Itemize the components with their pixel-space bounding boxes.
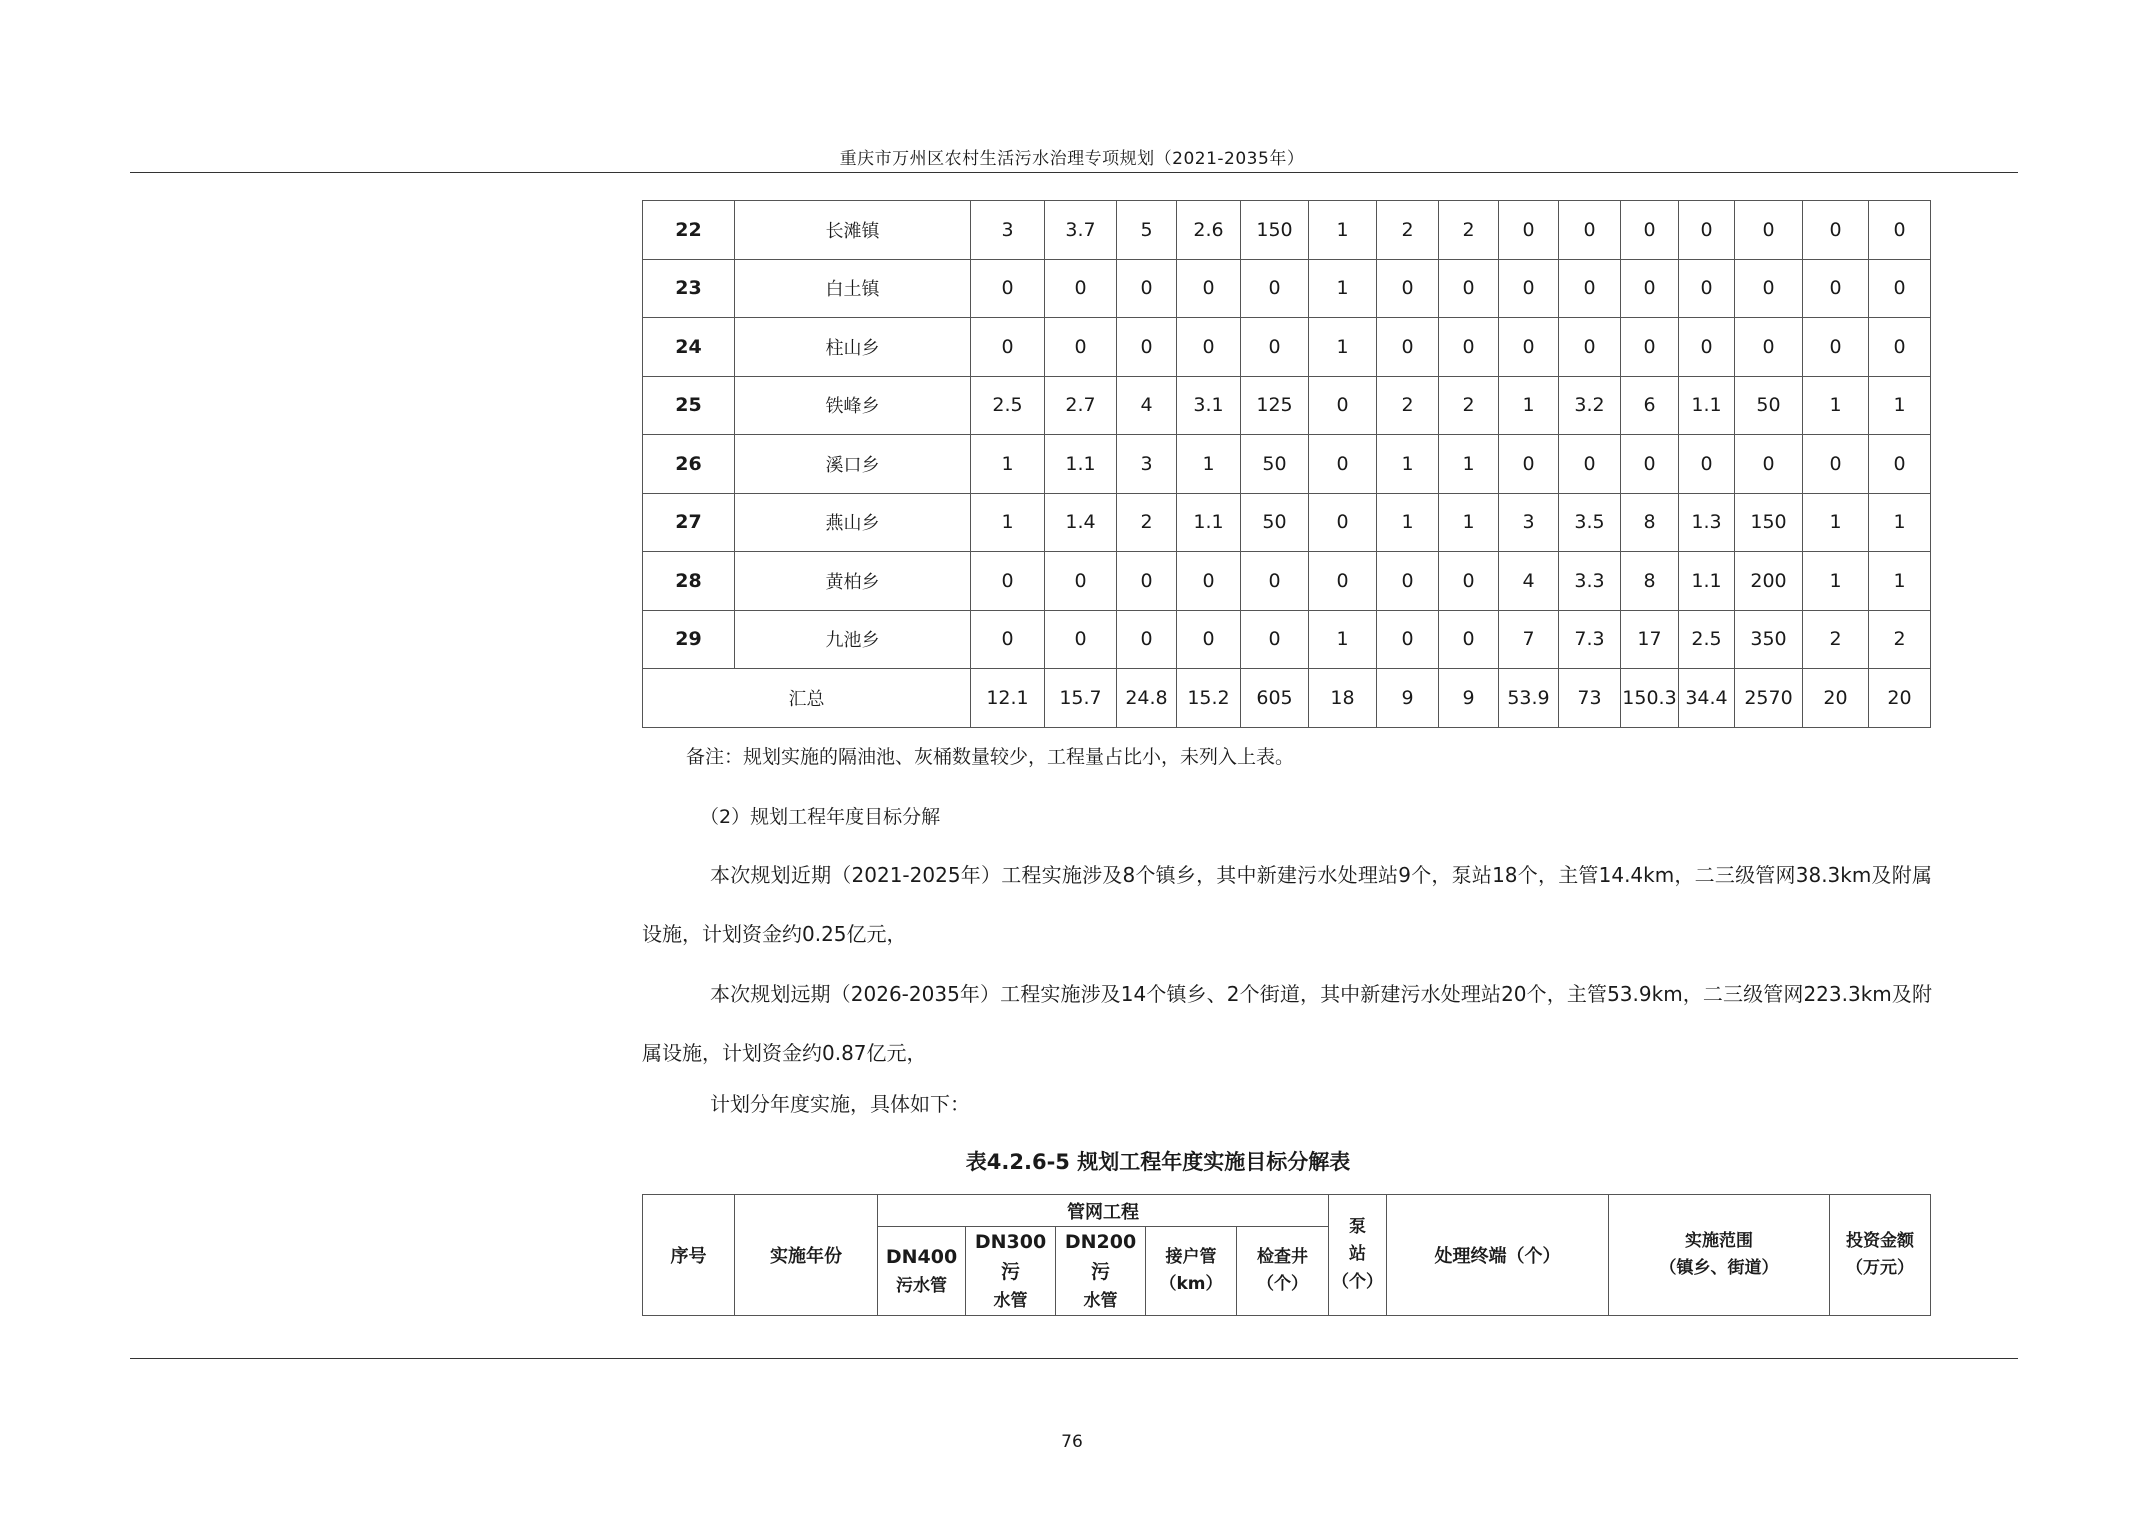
table-cell: 0 <box>1439 318 1499 377</box>
table-cell: 2 <box>1377 201 1439 260</box>
table-cell: 0 <box>1869 318 1931 377</box>
col-header-dn400 <box>878 1227 966 1316</box>
col-header-scope <box>1609 1195 1830 1316</box>
row-index: 29 <box>643 610 735 669</box>
table-cell: 0 <box>1117 318 1177 377</box>
table-cell: 0 <box>1803 201 1869 260</box>
table-cell: 2 <box>1377 376 1439 435</box>
paragraph-near-term: 本次规划近期（2021-2025年）工程实施涉及8个镇乡，其中新建污水处理站9个，泵站18个，主管14.4km，二三级管网38.3km及附属设施，计划资金约0.25亿元， <box>642 863 1932 946</box>
table-cell: 0 <box>1377 610 1439 669</box>
table-cell: 0 <box>1803 435 1869 494</box>
table-cell: 1 <box>1869 552 1931 611</box>
table-row <box>643 318 1931 377</box>
table-cell: 0 <box>1679 318 1735 377</box>
table-cell: 0 <box>1117 259 1177 318</box>
table-cell: 1 <box>1803 552 1869 611</box>
table-cell: 2 <box>1117 493 1177 552</box>
total-cell: 605 <box>1241 669 1309 728</box>
table-cell: 3.7 <box>1045 201 1117 260</box>
table-cell: 1 <box>1177 435 1241 494</box>
table-cell: 5 <box>1117 201 1177 260</box>
table-cell: 0 <box>1377 259 1439 318</box>
section-subheading: （2）规划工程年度目标分解 <box>700 806 941 828</box>
table-cell: 3 <box>971 201 1045 260</box>
table-cell: 1 <box>971 493 1045 552</box>
total-cell: 15.7 <box>1045 669 1117 728</box>
total-cell: 20 <box>1803 669 1869 728</box>
table-cell: 0 <box>1735 201 1803 260</box>
table-cell: 0 <box>1559 318 1621 377</box>
dn400-label: DN400 <box>885 1246 958 1269</box>
pump-label-2: 站 <box>1349 1244 1367 1265</box>
table-cell: 1 <box>1309 259 1377 318</box>
table-cell: 0 <box>1177 318 1241 377</box>
table-cell: 0 <box>1241 318 1309 377</box>
table-cell: 3.2 <box>1559 376 1621 435</box>
dn200-label: DN200污 <box>1064 1231 1137 1284</box>
total-cell: 2570 <box>1735 669 1803 728</box>
invest-label: 投资金额 <box>1846 1230 1915 1251</box>
table-cell: 0 <box>1241 259 1309 318</box>
table-cell: 0 <box>1377 552 1439 611</box>
table-cell: 4 <box>1117 376 1177 435</box>
table-cell: 0 <box>1559 259 1621 318</box>
total-row <box>643 669 1931 728</box>
paragraph-annual-plan: 计划分年度实施，具体如下： <box>710 1092 970 1116</box>
table-cell: 0 <box>1439 259 1499 318</box>
table-cell: 7.3 <box>1559 610 1621 669</box>
row-index: 23 <box>643 259 735 318</box>
table-cell: 0 <box>1559 435 1621 494</box>
row-town-name: 白土镇 <box>735 259 971 318</box>
table-cell: 2.7 <box>1045 376 1117 435</box>
table-cell: 1.1 <box>1679 552 1735 611</box>
table-cell: 8 <box>1621 552 1679 611</box>
table-row <box>643 610 1931 669</box>
table-cell: 0 <box>1499 259 1559 318</box>
table-cell: 1 <box>1309 201 1377 260</box>
table-cell: 3.1 <box>1177 376 1241 435</box>
scope-label: 实施范围 <box>1685 1230 1754 1251</box>
table-cell: 0 <box>1499 435 1559 494</box>
table-cell: 0 <box>1803 259 1869 318</box>
table-cell: 0 <box>1439 552 1499 611</box>
table-cell: 0 <box>1309 376 1377 435</box>
table-cell: 0 <box>1177 552 1241 611</box>
table-cell: 0 <box>1679 201 1735 260</box>
table-cell: 0 <box>1177 610 1241 669</box>
row-town-name: 燕山乡 <box>735 493 971 552</box>
table-cell: 0 <box>1117 552 1177 611</box>
table-cell: 125 <box>1241 376 1309 435</box>
table-cell: 3.5 <box>1559 493 1621 552</box>
row-town-name: 黄柏乡 <box>735 552 971 611</box>
table-cell: 0 <box>1499 201 1559 260</box>
page-header-title: 重庆市万州区农村生活污水治理专项规划（2021-2035年） <box>839 149 1305 169</box>
service-label: 接户管 <box>1165 1246 1217 1267</box>
scope-sub: （镇乡、街道） <box>1659 1257 1779 1278</box>
table-cell: 0 <box>1045 552 1117 611</box>
service-unit: （km） <box>1159 1273 1223 1294</box>
manhole-label: 检查井 <box>1257 1246 1309 1267</box>
table-cell: 2.5 <box>1679 610 1735 669</box>
total-cell: 15.2 <box>1177 669 1241 728</box>
table-cell: 1 <box>1377 493 1439 552</box>
data-table <box>642 200 1931 728</box>
table-cell: 0 <box>971 318 1045 377</box>
col-header-seq: 序号 <box>643 1195 735 1316</box>
col-header-terminal: 处理终端（个） <box>1387 1195 1609 1316</box>
table-cell: 0 <box>1735 318 1803 377</box>
row-index: 22 <box>643 201 735 260</box>
table-cell: 0 <box>1309 552 1377 611</box>
table-cell: 0 <box>1045 318 1117 377</box>
invest-unit: （万元） <box>1846 1257 1915 1278</box>
dn300-label: DN300污 <box>974 1231 1047 1284</box>
row-town-name: 铁峰乡 <box>735 376 971 435</box>
table-cell: 0 <box>1439 610 1499 669</box>
table-cell: 0 <box>1621 435 1679 494</box>
total-cell: 9 <box>1439 669 1499 728</box>
table-cell: 17 <box>1621 610 1679 669</box>
table-cell: 0 <box>1621 201 1679 260</box>
table-cell: 0 <box>1869 259 1931 318</box>
table-cell: 0 <box>1377 318 1439 377</box>
col-header-invest <box>1830 1195 1931 1316</box>
table-cell: 1 <box>1499 376 1559 435</box>
table-cell: 50 <box>1241 493 1309 552</box>
total-cell: 12.1 <box>971 669 1045 728</box>
table-cell: 0 <box>1869 435 1931 494</box>
table-note: 备注：规划实施的隔油池、灰桶数量较少，工程量占比小，未列入上表。 <box>686 746 1295 768</box>
table-cell: 8 <box>1621 493 1679 552</box>
table-row <box>643 376 1931 435</box>
pump-label-1: 泵 <box>1349 1217 1367 1238</box>
table-cell: 4 <box>1499 552 1559 611</box>
total-cell: 53.9 <box>1499 669 1559 728</box>
table-cell: 0 <box>1621 259 1679 318</box>
table-cell: 3.3 <box>1559 552 1621 611</box>
table-cell: 350 <box>1735 610 1803 669</box>
table-cell: 2 <box>1439 201 1499 260</box>
table-cell: 2 <box>1869 610 1931 669</box>
header-rule <box>130 172 2018 173</box>
row-town-name: 溪口乡 <box>735 435 971 494</box>
table-row <box>643 435 1931 494</box>
row-index: 27 <box>643 493 735 552</box>
col-header-pump <box>1329 1195 1387 1316</box>
table-cell: 2 <box>1439 376 1499 435</box>
table-cell: 0 <box>1735 435 1803 494</box>
table-cell: 0 <box>1241 610 1309 669</box>
row-index: 25 <box>643 376 735 435</box>
table-cell: 1.1 <box>1679 376 1735 435</box>
table-row <box>643 201 1931 260</box>
paragraph-long-term: 本次规划远期（2026-2035年）工程实施涉及14个镇乡、2个街道，其中新建污水处理站20个，主管53.9km，二三级管网223.3km及附属设施，计划资金约0.87亿元， <box>642 982 1932 1065</box>
pump-unit: （个） <box>1332 1271 1384 1292</box>
col-header-dn200 <box>1056 1227 1146 1316</box>
table-cell: 0 <box>1309 435 1377 494</box>
table-cell: 0 <box>1045 610 1117 669</box>
table-cell: 0 <box>1803 318 1869 377</box>
row-town-name: 柱山乡 <box>735 318 971 377</box>
table-cell: 1 <box>1309 318 1377 377</box>
page-number: 76 <box>1061 1432 1083 1452</box>
table-cell: 1 <box>1309 610 1377 669</box>
table-cell: 3 <box>1117 435 1177 494</box>
col-header-service <box>1146 1227 1237 1316</box>
table-cell: 0 <box>1559 201 1621 260</box>
table-cell: 2.6 <box>1177 201 1241 260</box>
table-caption: 表4.2.6-5 规划工程年度实施目标分解表 <box>965 1150 1351 1174</box>
table-row <box>643 493 1931 552</box>
table-row <box>643 552 1931 611</box>
total-cell: 150.3 <box>1621 669 1679 728</box>
table-cell: 0 <box>1309 493 1377 552</box>
table-cell: 1.1 <box>1177 493 1241 552</box>
manhole-unit: （个） <box>1257 1273 1309 1294</box>
table-cell: 0 <box>1117 610 1177 669</box>
table-cell: 1 <box>1439 493 1499 552</box>
total-label: 汇总 <box>643 669 971 728</box>
table-cell: 1.1 <box>1045 435 1117 494</box>
table-cell: 6 <box>1621 376 1679 435</box>
table-cell: 2.5 <box>971 376 1045 435</box>
table-cell: 0 <box>971 552 1045 611</box>
col-header-dn300 <box>966 1227 1056 1316</box>
table-cell: 50 <box>1241 435 1309 494</box>
col-header-manhole <box>1237 1227 1329 1316</box>
total-cell: 9 <box>1377 669 1439 728</box>
table-cell: 1 <box>1869 376 1931 435</box>
total-cell: 73 <box>1559 669 1621 728</box>
row-index: 24 <box>643 318 735 377</box>
footer-rule <box>130 1358 2018 1359</box>
table-cell: 0 <box>1241 552 1309 611</box>
table-cell: 1 <box>971 435 1045 494</box>
table-cell: 1 <box>1803 493 1869 552</box>
total-cell: 20 <box>1869 669 1931 728</box>
table-row <box>643 259 1931 318</box>
col-header-year: 实施年份 <box>735 1195 878 1316</box>
dn300-sub: 水管 <box>993 1290 1028 1311</box>
table-cell: 3 <box>1499 493 1559 552</box>
table-cell: 0 <box>1499 318 1559 377</box>
table-cell: 150 <box>1241 201 1309 260</box>
table-cell: 0 <box>971 259 1045 318</box>
table-cell: 0 <box>971 610 1045 669</box>
dn400-sub: 污水管 <box>896 1275 947 1296</box>
total-cell: 34.4 <box>1679 669 1735 728</box>
row-index: 26 <box>643 435 735 494</box>
table-cell: 2 <box>1803 610 1869 669</box>
table-cell: 1 <box>1439 435 1499 494</box>
table-cell: 50 <box>1735 376 1803 435</box>
table-cell: 0 <box>1177 259 1241 318</box>
table-cell: 1.4 <box>1045 493 1117 552</box>
table-cell: 1 <box>1803 376 1869 435</box>
table-cell: 1 <box>1377 435 1439 494</box>
total-cell: 24.8 <box>1117 669 1177 728</box>
row-index: 28 <box>643 552 735 611</box>
dn200-sub: 水管 <box>1083 1290 1118 1311</box>
total-cell: 18 <box>1309 669 1377 728</box>
table-cell: 0 <box>1735 259 1803 318</box>
table-cell: 0 <box>1869 201 1931 260</box>
table-cell: 0 <box>1679 259 1735 318</box>
row-town-name: 长滩镇 <box>735 201 971 260</box>
table-cell: 200 <box>1735 552 1803 611</box>
table-cell: 1.3 <box>1679 493 1735 552</box>
table-cell: 0 <box>1679 435 1735 494</box>
table-cell: 0 <box>1621 318 1679 377</box>
col-header-network: 管网工程 <box>878 1195 1329 1227</box>
table-cell: 150 <box>1735 493 1803 552</box>
table-cell: 0 <box>1045 259 1117 318</box>
table-cell: 7 <box>1499 610 1559 669</box>
table-cell: 1 <box>1869 493 1931 552</box>
row-town-name: 九池乡 <box>735 610 971 669</box>
annual-target-table <box>642 1194 1931 1316</box>
